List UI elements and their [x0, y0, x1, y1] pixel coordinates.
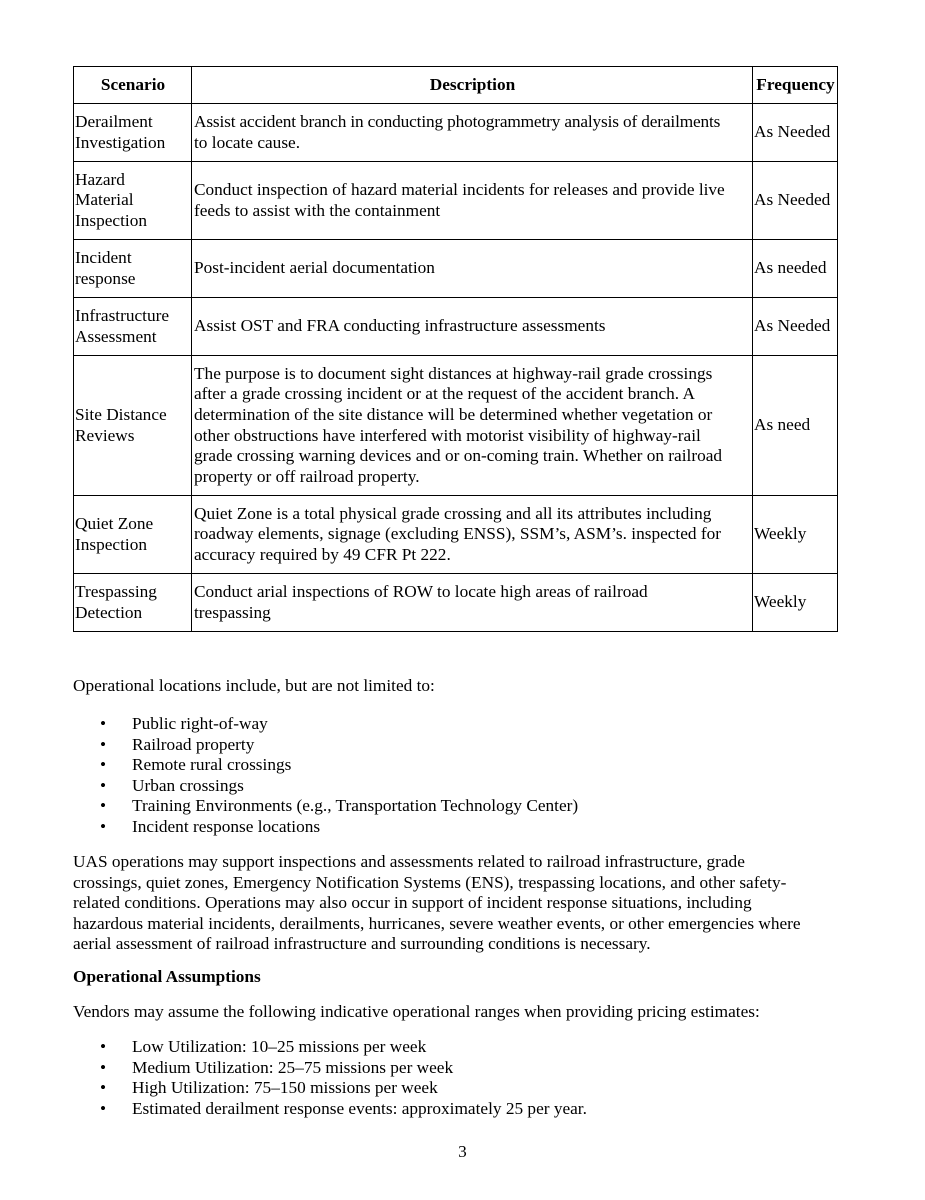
table-row [74, 240, 838, 298]
description-line: to locate cause. [194, 132, 301, 152]
section-heading: Operational Assumptions [73, 967, 261, 986]
locations-intro: Operational locations include, but are not limited to: [73, 676, 435, 695]
scenario-line: Investigation [75, 132, 166, 152]
scenario-line: Trespassing [75, 581, 157, 601]
description-cell [192, 496, 753, 574]
bullet-icon: • [100, 775, 107, 795]
page-number: 3 [458, 1142, 467, 1161]
scenario-cell [74, 356, 192, 496]
table-header-row [74, 67, 838, 104]
table-row [74, 298, 838, 356]
scenario-table [73, 66, 838, 632]
list-item-text: Medium Utilization: 25–75 missions per week [132, 1057, 454, 1077]
list-item [73, 735, 833, 756]
scenario-cell [74, 240, 192, 298]
scenario-line: Incident [75, 247, 132, 267]
frequency-cell: As Needed [753, 162, 838, 240]
scenario-line: Derailment [75, 111, 153, 131]
bullet-icon: • [100, 1078, 107, 1098]
paragraph-line: related conditions. Operations may also occur in support of incident response situations, including [73, 893, 752, 913]
description-line: trespassing [194, 602, 271, 622]
frequency-cell: Weekly [753, 496, 838, 574]
table-row [74, 104, 838, 162]
scenario-line: Site Distance [75, 404, 167, 424]
description-line: Assist accident branch in conducting photogrammetry analysis of derailments [194, 111, 721, 131]
list-item [73, 1078, 833, 1099]
list-item [73, 1058, 833, 1079]
bullet-icon: • [100, 796, 107, 816]
scenario-cell [74, 162, 192, 240]
list-item-text: Remote rural crossings [132, 755, 292, 775]
description-line: Conduct inspection of hazard material incidents for releases and provide live [194, 179, 725, 199]
paragraph-line: UAS operations may support inspections and assessments related to railroad infrastructure, grade [73, 852, 745, 871]
frequency-cell: As Needed [753, 298, 838, 356]
description-cell [192, 162, 753, 240]
description-line: Post-incident aerial documentation [194, 258, 435, 278]
utilization-list [73, 1037, 833, 1119]
description-line: Assist OST and FRA conducting infrastructure assessments [194, 316, 606, 336]
description-line: The purpose is to document sight distances at highway-rail grade crossings [194, 363, 713, 383]
bullet-icon: • [100, 1037, 107, 1056]
list-item-text: Incident response locations [132, 816, 321, 836]
header-frequency: Frequency [753, 67, 838, 104]
list-item-text: Low Utilization: 10–25 missions per week [132, 1037, 427, 1056]
list-item [73, 755, 833, 776]
description-line: after a grade crossing incident or at the request of the accident branch. A [194, 384, 695, 404]
paragraph-line: crossings, quiet zones, Emergency Notification Systems (ENS), trespassing locations, and other safety- [73, 872, 787, 892]
scenario-cell [74, 574, 192, 632]
frequency-cell: As needed [753, 240, 838, 298]
header-description: Description [192, 67, 753, 104]
scenario-line: Material [75, 190, 134, 210]
description-line: grade crossing warning devices and or on-coming train. Whether on railroad [194, 446, 723, 466]
scenario-line: response [75, 268, 136, 288]
list-item-text: Estimated derailment response events: approximately 25 per year. [132, 1098, 587, 1118]
scenario-line: Reviews [75, 425, 135, 445]
description-line: property or off railroad property. [194, 466, 420, 486]
table-row [74, 496, 838, 574]
locations-list [73, 714, 833, 838]
scenario-line: Detection [75, 602, 143, 622]
description-line: other obstructions have interfered with motorist visibility of highway-rail [194, 425, 701, 445]
scenario-line: Quiet Zone [75, 513, 154, 533]
frequency-cell: As need [753, 356, 838, 496]
bullet-icon: • [100, 755, 107, 775]
paragraph-line: aerial assessment of railroad infrastructure and surrounding conditions is necessary. [73, 934, 651, 954]
scenario-line: Inspection [75, 534, 147, 554]
uas-operations-paragraph [73, 852, 843, 955]
description-line: Conduct arial inspections of ROW to locate high areas of railroad [194, 581, 648, 601]
paragraph-line: hazardous material incidents, derailments, hurricanes, severe weather events, or other emergencies where [73, 913, 801, 933]
scenario-line: Inspection [75, 210, 147, 230]
list-item-text: Public right-of-way [132, 714, 268, 733]
list-item [73, 776, 833, 797]
frequency-cell: As Needed [753, 104, 838, 162]
table-row [74, 162, 838, 240]
description-cell [192, 574, 753, 632]
list-item [73, 1099, 833, 1120]
description-cell [192, 356, 753, 496]
table-row [74, 574, 838, 632]
list-item [73, 796, 833, 817]
bullet-icon: • [100, 1098, 107, 1118]
description-line: feeds to assist with the containment [194, 200, 441, 220]
description-cell [192, 240, 753, 298]
frequency-cell: Weekly [753, 574, 838, 632]
description-line: roadway elements, signage (excluding ENSS), SSM’s, ASM’s. inspected for [194, 524, 722, 544]
description-cell [192, 104, 753, 162]
description-line: accuracy required by 49 CFR Pt 222. [194, 544, 451, 564]
bullet-icon: • [100, 1057, 107, 1077]
bullet-icon: • [100, 816, 107, 836]
scenario-cell [74, 104, 192, 162]
table-row [74, 356, 838, 496]
list-item-text: Railroad property [132, 734, 255, 754]
assumptions-intro: Vendors may assume the following indicative operational ranges when providing pricing estimates: [73, 1002, 760, 1021]
scenario-cell [74, 496, 192, 574]
bullet-icon: • [100, 734, 107, 754]
list-item-text: Urban crossings [132, 775, 244, 795]
header-scenario: Scenario [74, 67, 192, 104]
scenario-cell [74, 298, 192, 356]
scenario-line: Infrastructure [75, 305, 170, 325]
list-item [73, 714, 833, 735]
bullet-icon: • [100, 714, 107, 733]
scenario-line: Assessment [75, 326, 157, 346]
description-line: Quiet Zone is a total physical grade crossing and all its attributes including [194, 503, 712, 523]
scenario-line: Hazard [75, 169, 125, 189]
description-line: determination of the site distance will be determined whether vegetation or [194, 404, 713, 424]
list-item [73, 1037, 833, 1058]
list-item [73, 817, 833, 838]
list-item-text: Training Environments (e.g., Transportation Technology Center) [132, 796, 579, 816]
list-item-text: High Utilization: 75–150 missions per week [132, 1078, 438, 1098]
description-cell [192, 298, 753, 356]
